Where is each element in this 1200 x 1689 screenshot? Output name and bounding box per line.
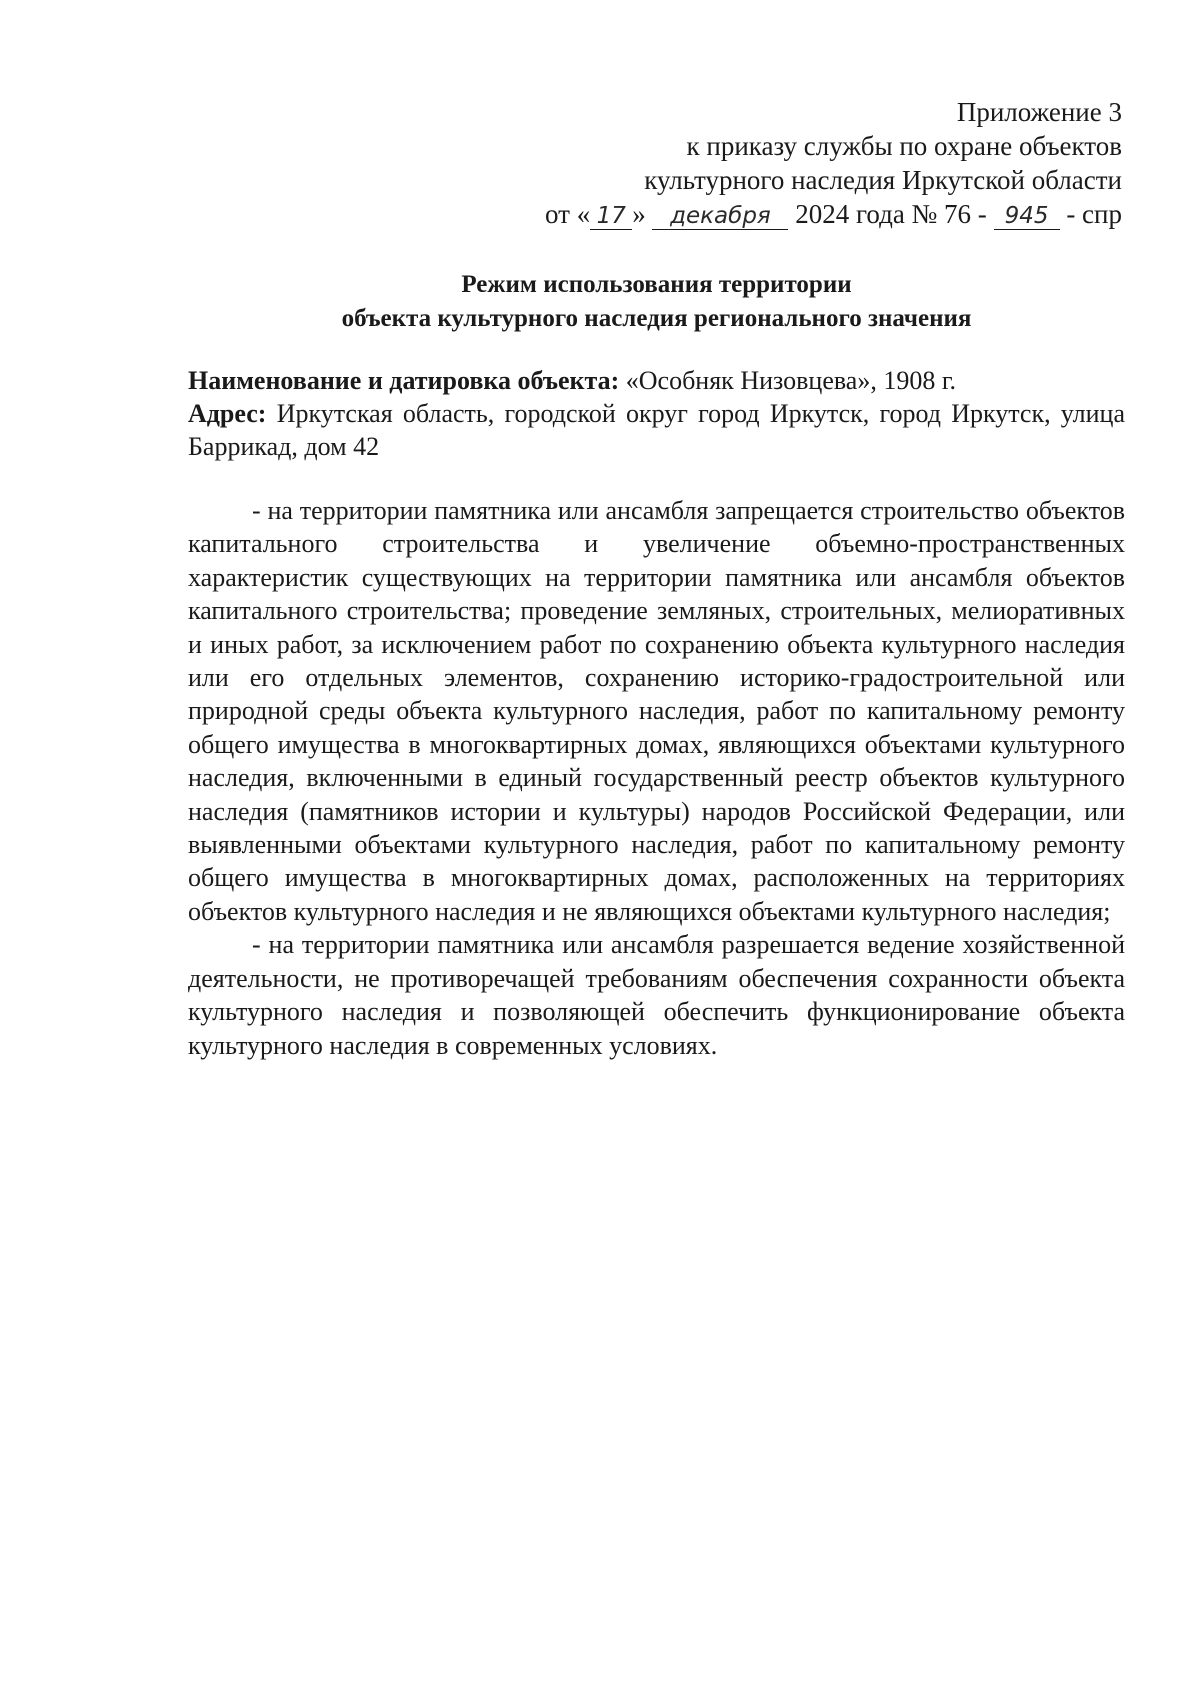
title-line-1: Режим использования территории — [461, 271, 852, 298]
object-name-value: «Особняк Низовцева», 1908 г. — [625, 366, 957, 395]
paragraph-prohibitions: - на территории памятника или ансамбля запрещается строительство объектов капитального строительства и увеличение объемно-пространственных характеристик существующих на территории памятника или ансамбля объектов капитального строительства; проведение земляных, строительных, мелиоративных и иных работ, за исключением работ по сохранению объекта культурного наследия или его отдельных элементов, сохранению историко-градостроительной или природной среды объекта культурного наследия, работ по капитальному ремонту общего имущества в многоквартирных домах, являющихся объектами культурного наследия, включенными в единый государственный реестр объектов культурного наследия (памятников истории и культуры) народов Российской Федерации, или выявленными объектами культурного наследия, работ по капитальному ремонту общего имущества в многоквартирных домах, расположенных на территориях объектов культурного наследия и не являющихся объектами культурного наследия; — [188, 496, 1125, 926]
object-address-label: Адрес: — [188, 399, 267, 428]
date-day-close: » — [632, 199, 646, 229]
order-reference-line: к приказу службы по охране объектов — [686, 131, 1122, 161]
order-authority-line: культурного наследия Иркутской области — [644, 165, 1122, 195]
handwritten-month: декабря — [652, 203, 788, 230]
order-date-line — [545, 197, 1122, 231]
order-suffix: - спр — [1066, 199, 1122, 229]
appendix-number: Приложение 3 — [956, 97, 1122, 127]
object-info — [188, 364, 1125, 463]
object-name-line — [188, 364, 1125, 397]
appendix-header — [545, 95, 1122, 231]
handwritten-order-number: 945 — [994, 203, 1060, 230]
title-line-2: объекта культурного наследия регионального значения — [341, 305, 972, 332]
paragraph-permissions: - на территории памятника или ансамбля разрешается ведение хозяйственной деятельности, не противоречащей требованиям обеспечения сохранности объекта культурного наследия и позволяющей обеспечить функционирование объекта культурного наследия в современных условиях. — [188, 930, 1125, 1060]
order-year-text: 2024 года № 76 - — [795, 199, 987, 229]
document-title — [188, 268, 1125, 336]
object-address-line — [188, 397, 1125, 463]
regime-text — [188, 494, 1125, 1062]
date-prefix: от « — [545, 199, 591, 229]
handwritten-day: 17 — [590, 203, 632, 230]
object-name-label: Наименование и датировка объекта: — [188, 366, 620, 395]
object-address-value: Иркутская область, городской округ город Иркутск, город Иркутск, улица Баррикад, дом 42 — [188, 399, 1126, 461]
